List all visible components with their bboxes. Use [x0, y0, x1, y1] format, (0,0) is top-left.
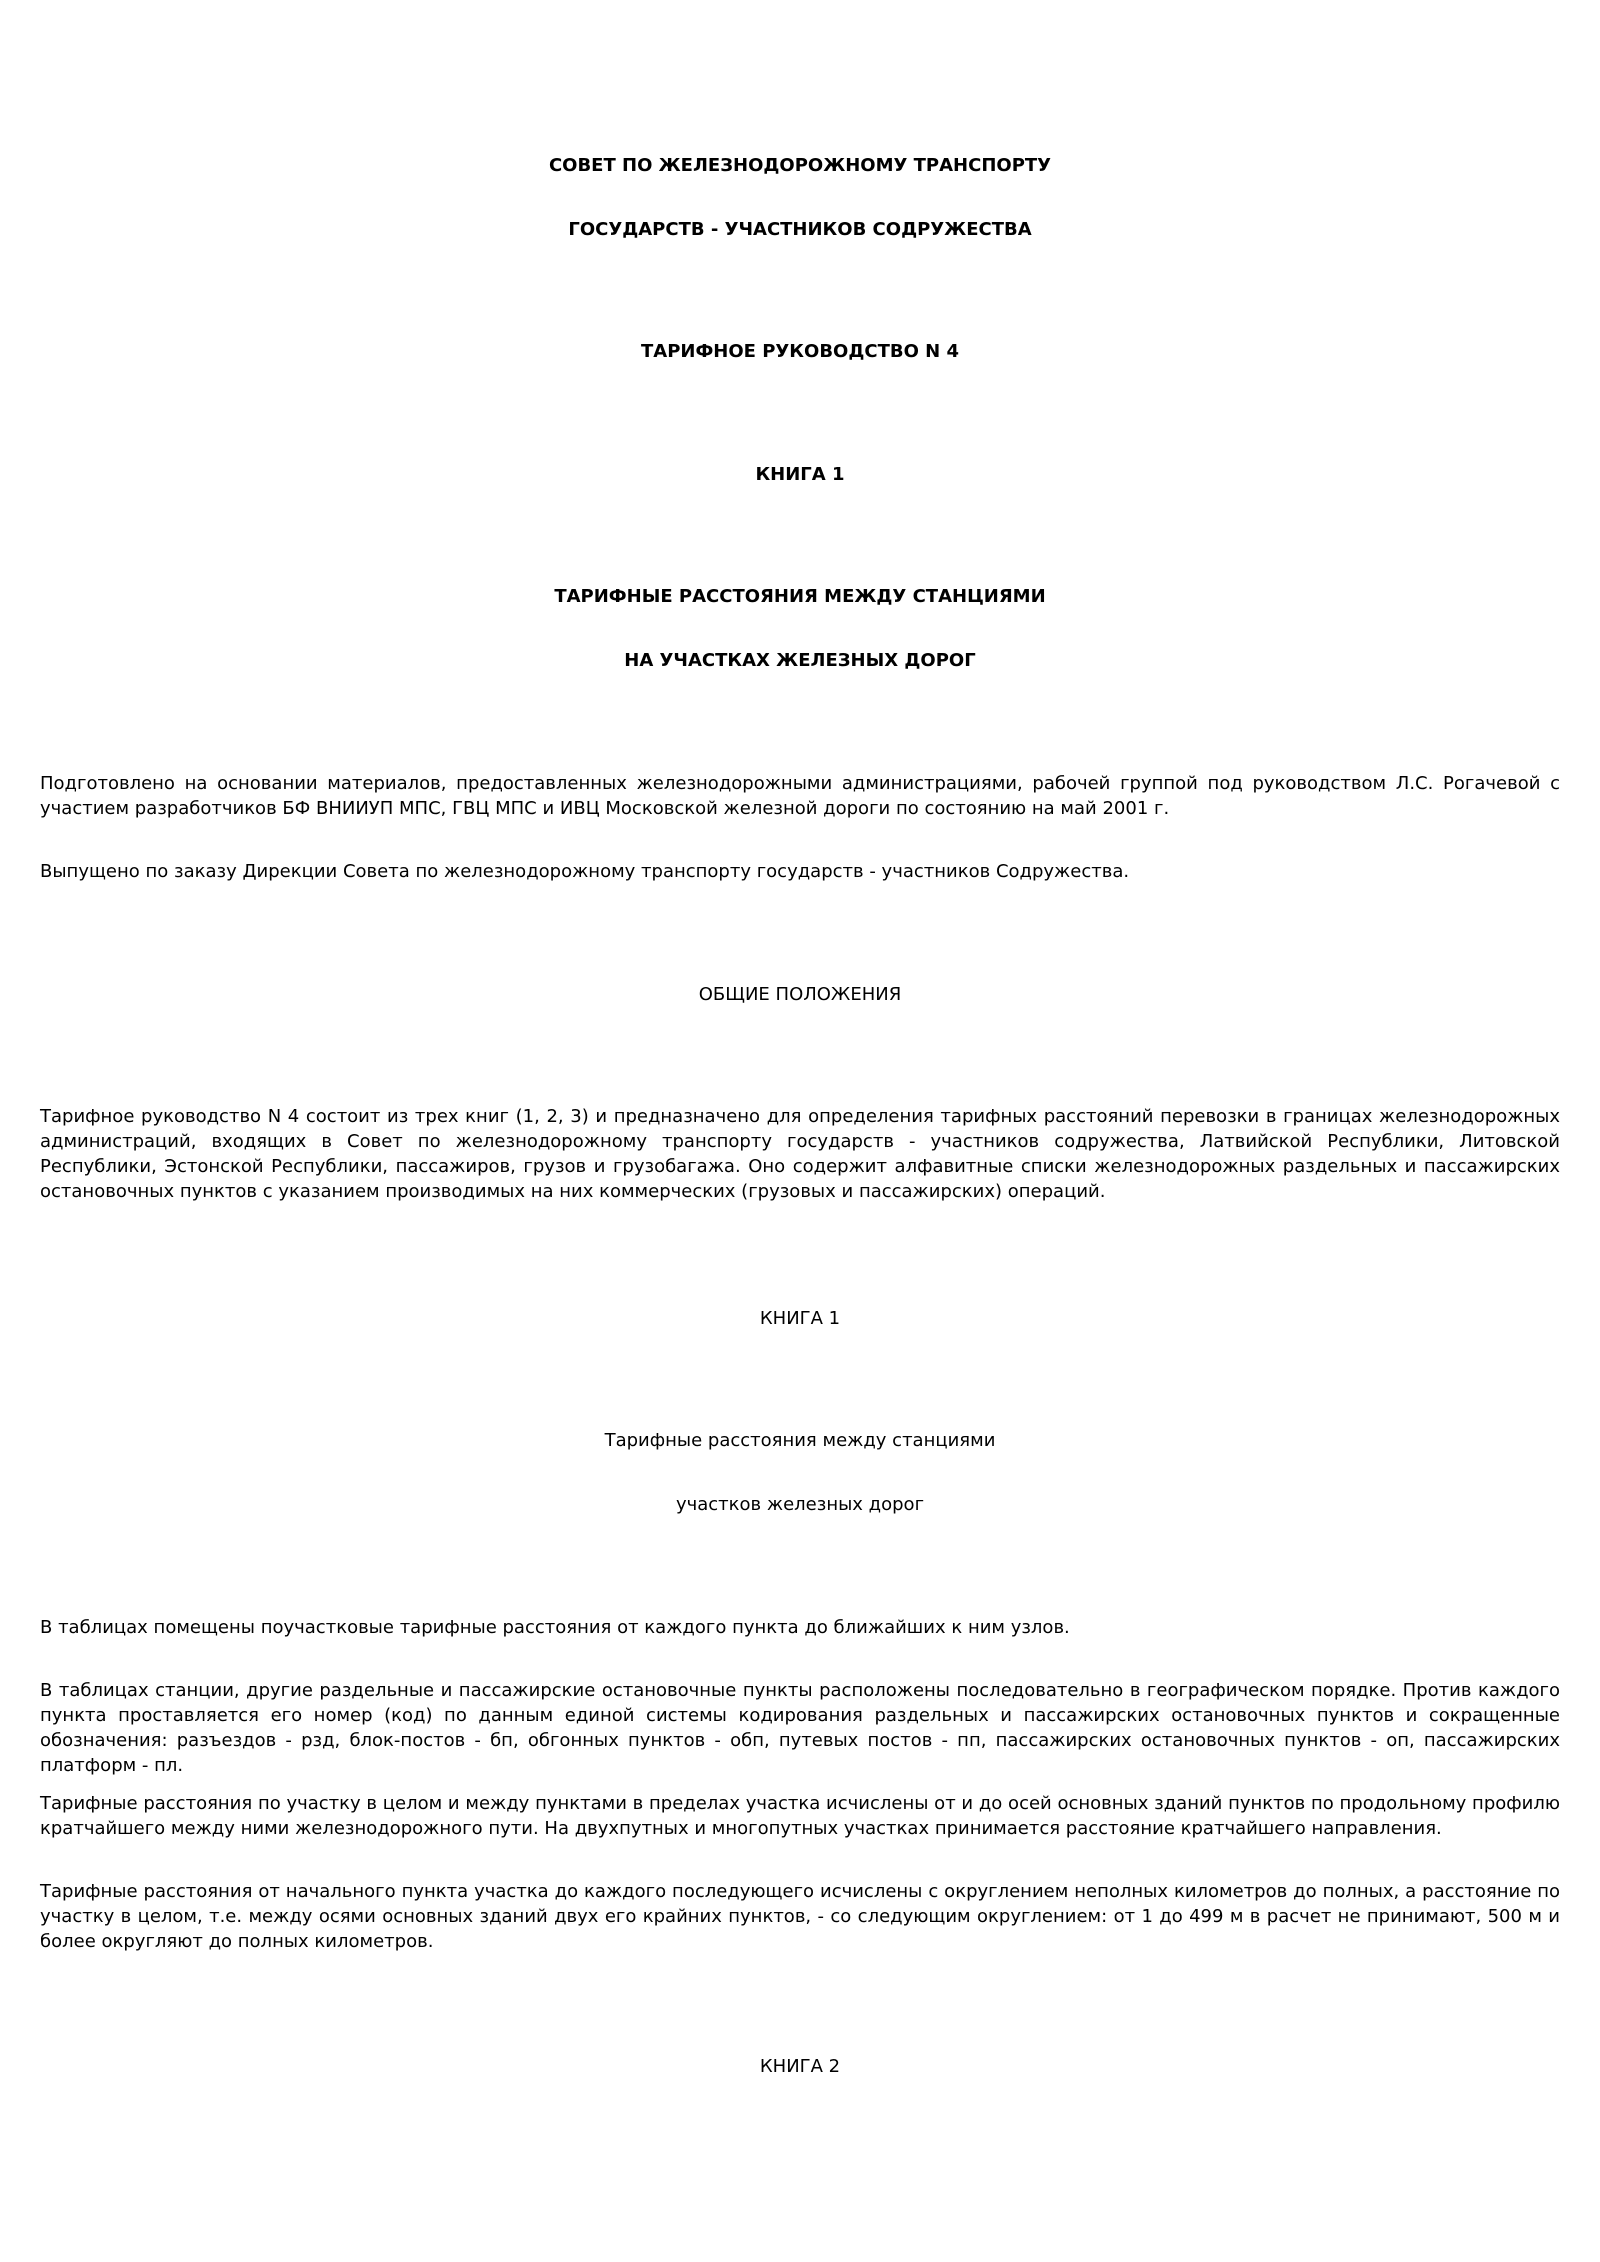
- book1-paragraph-1: В таблицах помещены поучастковые тарифные расстояния от каждого пункта до ближайших к ним узлов.: [40, 1617, 1070, 1638]
- book1-heading: КНИГА 1: [759, 1308, 841, 1329]
- header-council-line1: СОВЕТ ПО ЖЕЛЕЗНОДОРОЖНОМУ ТРАНСПОРТУ: [548, 155, 1052, 176]
- header-council-line2: ГОСУДАРСТВ - УЧАСТНИКОВ СОДРУЖЕСТВА: [568, 219, 1032, 240]
- general-provisions-paragraph: Тарифное руководство N 4 состоит из трех книг (1, 2, 3) и предназначено для определения тарифных расстояний перевозки в границах железнодорожных администраций, входящих в Совет по железнодорожному транспорту государств - участников содружества, Латвийской Республики, Литовской Республики, Эстонской Республики, пассажиров, грузов и грузобагажа. Оно содержит алфавитные списки железнодорожных раздельных и пассажирских остановочных пунктов с указанием производимых на них коммерческих (грузовых и пассажирских) операций.: [40, 1106, 1560, 1202]
- book1-paragraph-3: Тарифные расстояния по участку в целом и между пунктами в пределах участка исчислены от и до осей основных зданий пунктов по продольному профилю кратчайшего между ними железнодорожного пути. На двухпутных и многопутных участках принимается расстояние кратчайшего направления.: [40, 1793, 1560, 1839]
- book2-heading: КНИГА 2: [759, 2056, 841, 2077]
- book1-title-line1: Тарифные расстояния между станциями: [604, 1430, 996, 1451]
- book1-paragraph-2: В таблицах станции, другие раздельные и пассажирские остановочные пункты расположены последовательно в географическом порядке. Против каждого пункта проставляется его номер (код) по данным единой системы кодирования раздельных и пассажирских остановочных пунктов и сокращенные обозначения: разъездов - рзд, блок-постов - бп, обгонных пунктов - обп, путевых постов - пп, пассажирских остановочных пунктов - оп, пассажирских платформ - пл.: [40, 1680, 1560, 1776]
- book1-paragraph-4: Тарифные расстояния от начального пункта участка до каждого последующего исчислены с округлением неполных километров до полных, а расстояние по участку в целом, т.е. между осями основных зданий двух его крайних пунктов, - со следующим округлением: от 1 до 499 м в расчет не принимают, 500 м и более округляют до полных километров.: [40, 1881, 1560, 1952]
- header-guide-title: ТАРИФНОЕ РУКОВОДСТВО N 4: [640, 341, 959, 362]
- header-subtitle-line1: ТАРИФНЫЕ РАССТОЯНИЯ МЕЖДУ СТАНЦИЯМИ: [554, 586, 1046, 607]
- book1-title-line2: участков железных дорог: [675, 1494, 925, 1515]
- intro-issued-paragraph: Выпущено по заказу Дирекции Совета по железнодорожному транспорту государств - участников Содружества.: [40, 861, 1130, 882]
- header-subtitle-line2: НА УЧАСТКАХ ЖЕЛЕЗНЫХ ДОРОГ: [624, 650, 976, 671]
- intro-prepared-paragraph: Подготовлено на основании материалов, предоставленных железнодорожными администрациями, рабочей группой под руководством Л.С. Рогачевой с участием разработчиков БФ ВНИИУП МПС, ГВЦ МПС и ИВЦ Московской железной дороги по состоянию на май 2001 г.: [40, 773, 1560, 819]
- header-book-number: КНИГА 1: [755, 464, 845, 485]
- general-provisions-heading: ОБЩИЕ ПОЛОЖЕНИЯ: [698, 984, 902, 1005]
